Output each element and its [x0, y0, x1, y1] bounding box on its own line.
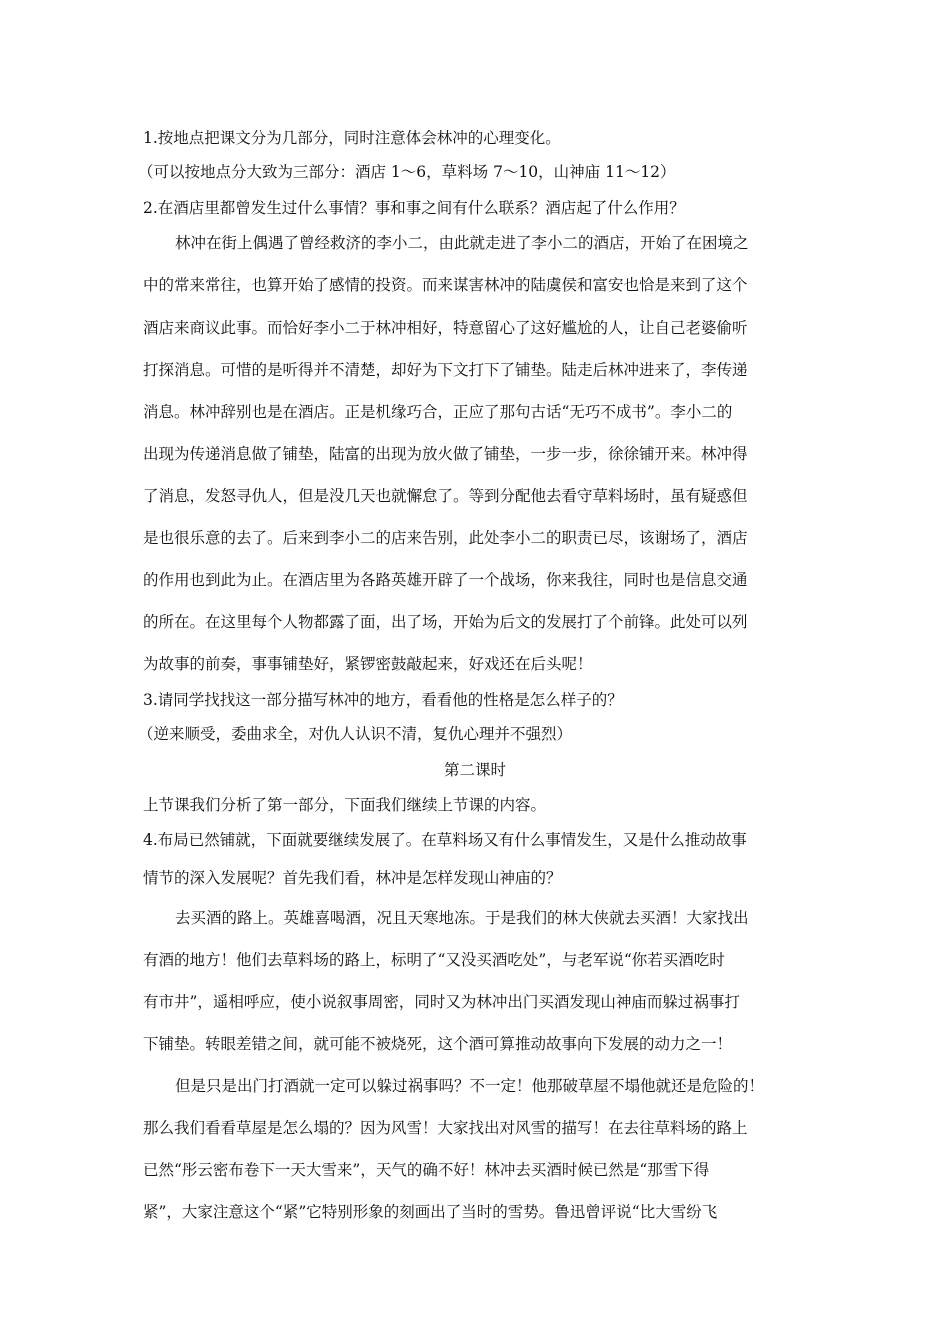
- paragraph-line: 酒店来商议此事。而恰好李小二于林冲相好，特意留心了这好尴尬的人，让自己老婆偷听: [143, 319, 748, 337]
- question-1: 1.按地点把课文分为几部分，同时注意体会林冲的心理变化。: [143, 129, 561, 147]
- paragraph-line: 但是只是出门打酒就一定可以躲过祸事吗？不一定！他那破草屋不塌他就还是危险的！: [175, 1077, 765, 1095]
- paragraph-line: 下铺垫。转眼差错之间，就可能不被烧死，这个酒可算推动故事向下发展的动力之一！: [143, 1035, 733, 1053]
- paragraph-line: 那么我们看看草屋是怎么塌的？因为风雪！大家找出对风雪的描写！在去往草料场的路上: [143, 1119, 748, 1137]
- paragraph-line: 消息。林冲辞别也是在酒店。正是机缘巧合，正应了那句古话“无巧不成书”。李小二的: [143, 403, 733, 421]
- paragraph-line: 林冲在街上偶遇了曾经救济的李小二，由此就走进了李小二的酒店，开始了在困境之: [175, 234, 749, 252]
- paragraph-line: 是也很乐意的去了。后来到李小二的店来告别，此处李小二的职责已尽，该谢场了，酒店: [143, 529, 748, 547]
- paragraph-line: 了消息，发怒寻仇人，但是没几天也就懈怠了。等到分配他去看守草料场时，虽有疑惑但: [143, 487, 748, 505]
- paragraph-line: 有市井”，遥相呼应，使小说叙事周密，同时又为林冲出门买酒发现山神庙而躲过祸事打: [143, 993, 740, 1011]
- paragraph-line: 打探消息。可惜的是听得并不清楚，却好为下文打下了铺垫。陆走后林冲进来了，李传递: [143, 361, 748, 379]
- paragraph-line: 为故事的前奏，事事铺垫好，紧锣密鼓敲起来，好戏还在后头呢！: [143, 655, 593, 673]
- paragraph-line: 中的常来常往，也算开始了感情的投资。而来谋害林冲的陆虞侯和富安也恰是来到了这个: [143, 276, 748, 294]
- question-2: 2.在酒店里都曾发生过什么事情？事和事之间有什么联系？酒店起了什么作用？: [143, 199, 685, 217]
- paragraph-line: 的所在。在这里每个人物都露了面，出了场，开始为后文的发展打了个前锋。此处可以列: [143, 613, 748, 631]
- paragraph-line: 紧”，大家注意这个“紧”它特别形象的刻画出了当时的雪势。鲁迅曾评说“比大雪纷飞: [143, 1203, 718, 1221]
- paragraph-line: 去买酒的路上。英雄喜喝酒，况且天寒地冻。于是我们的林大侠就去买酒！大家找出: [175, 909, 749, 927]
- paragraph-line: 已然“彤云密布卷下一天大雪来”，天气的确不好！林冲去买酒时候已然是“那雪下得: [143, 1161, 710, 1179]
- paragraph-line: 出现为传递消息做了铺垫，陆富的出现为放火做了铺垫，一步一步，徐徐铺开来。林冲得: [143, 445, 748, 463]
- question-4: 4.布局已然铺就，下面就要继续发展了。在草料场又有什么事情发生，又是什么推动故事: [143, 831, 747, 849]
- paragraph-line: 有酒的地方！他们去草料场的路上，标明了“又没买酒吃处”，与老军说“你若买酒吃时: [143, 951, 725, 969]
- intro-line: 上节课我们分析了第一部分，下面我们继续上节课的内容。: [143, 796, 547, 814]
- question-1-note: （可以按地点分大致为三部分：酒店 1～6，草料场 7～10，山神庙 11～12）: [138, 163, 676, 181]
- question-4: 情节的深入发展呢？首先我们看，林冲是怎样发现山神庙的？: [143, 869, 562, 887]
- paragraph-line: 的作用也到此为止。在酒店里为各路英雄开辟了一个战场，你来我往，同时也是信息交通: [143, 571, 748, 589]
- question-3: 3.请同学找找这一部分描写林冲的地方，看看他的性格是怎么样子的？: [143, 691, 623, 709]
- section-heading: 第二课时: [443, 761, 506, 779]
- question-3-note: （逆来顺受，委曲求全，对仇人认识不清，复仇心理并不强烈）: [138, 725, 573, 743]
